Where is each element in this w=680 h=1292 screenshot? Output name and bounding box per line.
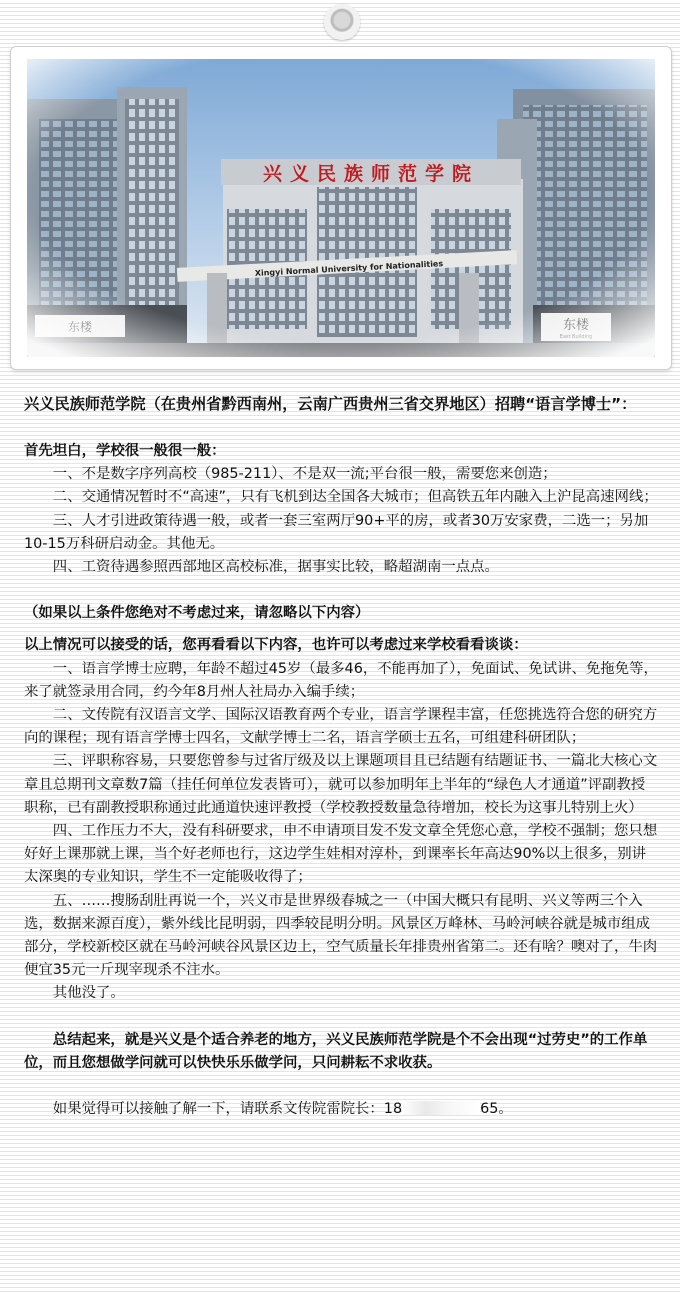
contact-suffix: 65。 bbox=[480, 1101, 513, 1118]
notice: （如果以上条件您绝对不考虑过来，请忽略以下内容） bbox=[24, 605, 370, 622]
pushpin-icon bbox=[324, 4, 360, 40]
section1-item-3: 三、人才引进政策待遇一般，或者一套三室两厅90+平的房，或者30万安家费，二选一；另加10-15万科研启动金。其他无。 bbox=[24, 512, 649, 552]
campus-building-illustration bbox=[27, 59, 655, 357]
campus-photo bbox=[27, 59, 655, 357]
article-body bbox=[24, 392, 658, 1121]
section2-item-2: 二、文传院有汉语言文学、国际汉语教育两个专业，语言学课程丰富，任您挑选符合您的研究方向的课程；现有语言学博士四名，文献学博士二名，语言学硕士五名，可组建科研团队； bbox=[24, 707, 658, 747]
section2-item-1: 一、语言学博士应聘，年龄不超过45岁（最多46，不能再加了），免面试、免试讲、免拖免等，来了就签录用合同，约今年8月州人社局办入编手续； bbox=[24, 660, 658, 700]
redaction-mask bbox=[402, 1101, 480, 1115]
summary: 总结起来，就是兴义是个适合养老的地方，兴义民族师范学院是个不会出现“过劳史”的工作单位，而且您想做学问就可以快快乐乐做学问，只问耕耘不求收获。 bbox=[24, 1031, 648, 1071]
section1-item-1: 一、不是数字序列高校（985-211）、不是双一流;平台很一般，需要您来创造； bbox=[52, 466, 557, 483]
article-heading: 兴义民族师范学院（在贵州省黔西南州，云南广西贵州三省交界地区）招聘“语言学博士”： bbox=[24, 395, 637, 413]
contact-line bbox=[24, 1098, 658, 1121]
section2-title: 以上情况可以接受的话，您再看看以下内容，也许可以考虑过来学校看看谈谈： bbox=[24, 637, 528, 654]
banner-frame bbox=[10, 46, 672, 370]
section1-item-4: 四、工资待遇参照西部地区高校标准，据事实比较，略超湖南一点点。 bbox=[52, 559, 499, 576]
section2-item-5: 五、……搜肠刮肚再说一个，兴义市是世界级春城之一（中国大概只有昆明、兴义等两三个入选，数据来源百度），紫外线比昆明弱，四季较昆明分明。风景区万峰林、马岭河峡谷就是城市组成部分，学校新校区就在马岭河峡谷风景区边上，空气质量长年排贵州省第二。还有啥？噢对了，牛肉便宜35元一斤现宰现杀不注水。 bbox=[24, 892, 658, 979]
section2-item-4: 四、工作压力不大，没有科研要求，申不申请项目发不发文章全凭您心意，学校不强制；您只想好好上课那就上课，当个好老师也行，这边学生娃相对淳朴，到课率长年高达90%以上很多，别讲太深奥的专业知识，学生不一定能吸收得了； bbox=[24, 823, 658, 886]
contact-prefix: 如果觉得可以接触了解一下，请联系文传院雷院长：18 bbox=[52, 1101, 403, 1118]
section1-title: 首先坦白，学校很一般很一般： bbox=[24, 443, 226, 459]
section1-item-2: 二、交通情况暂时不“高速”，只有飞机到达全国各大城市；但高铁五年内融入上沪昆高速网线； bbox=[52, 489, 658, 506]
section2-item-6: 其他没了。 bbox=[52, 985, 125, 1002]
section2-item-3: 三、评职称容易，只要您曾参与过省厅级及以上课题项目且已结题有结题证书、一篇北大核心文章且总期刊文章数7篇（挂任何单位发表皆可），就可以参加明年上半年的“绿色人才通道”评副教授职称，已有副教授职称通过此通道快速评教授（学校教授数量急待增加，校长为这事儿特别上火） bbox=[24, 753, 658, 816]
